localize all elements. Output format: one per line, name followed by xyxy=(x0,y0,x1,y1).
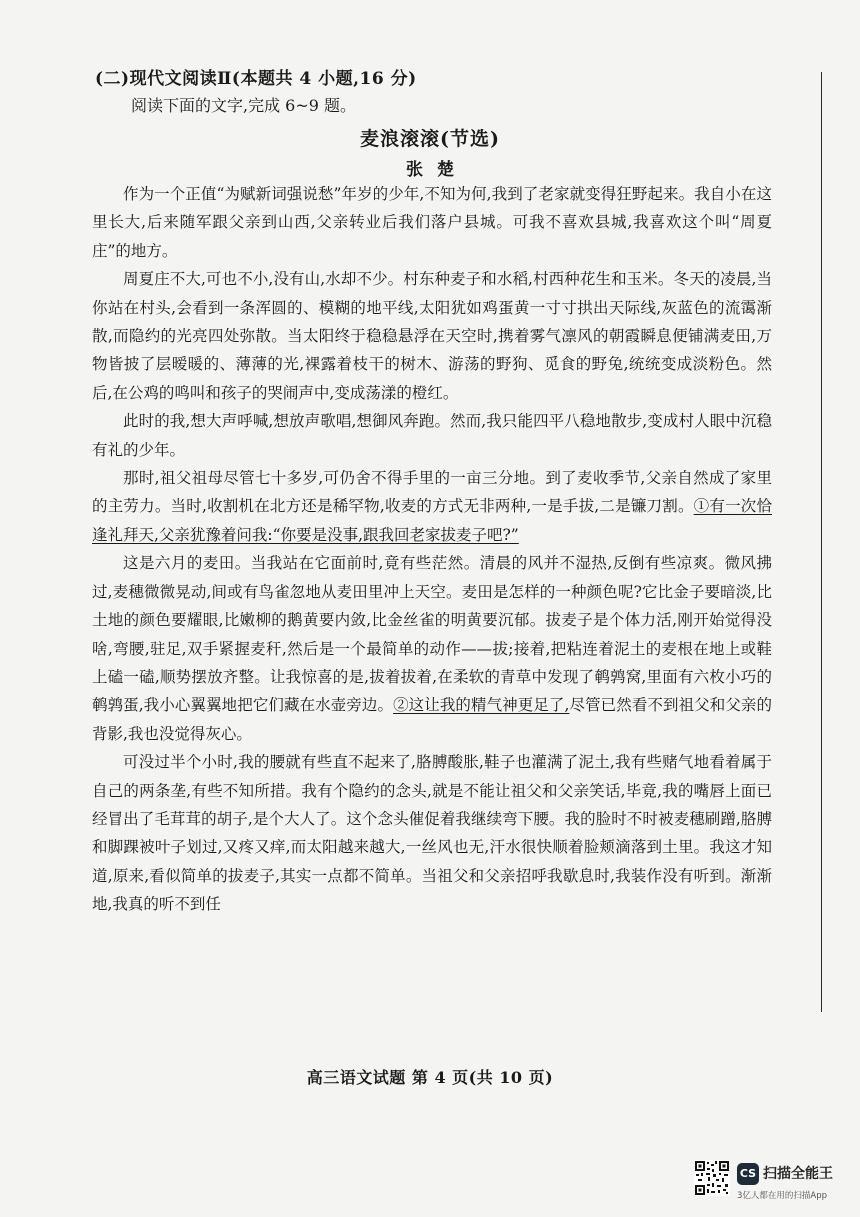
underlined-sentence-2: ②这让我的精气神更足了, xyxy=(393,696,570,715)
paragraph-4-text: 那时,祖父祖母尽管七十多岁,可仍舍不得手里的一亩三分地。到了麦收季节,父亲自然成了家里的主劳力。当时,收割机在北方还是稀罕物,收麦的方式无非两种,一是手拔,二是镰刀割。 xyxy=(92,469,772,516)
passage-body xyxy=(92,180,772,919)
paragraph-5-text: 这是六月的麦田。当我站在它面前时,竟有些茫然。清晨的风并不湿热,反倒有些凉爽。微风拂过,麦穗微微晃动,间或有鸟雀忽地从麦田里冲上天空。麦田是怎样的一种颜色呢?它比金子要暗淡,比土地的颜色要耀眼,比嫩柳的鹅黄要内敛,比金丝雀的明黄要沉郁。拔麦子是个体力活,刚开始觉得没啥,弯腰,驻足,双手紧握麦秆,然后是一个最简单的动作——拔;接着,把粘连着泥土的麦根在地上或鞋上磕一磕,顺势摆放齐整。让我惊喜的是,拔着拔着,在柔软的青草中发现了鹌鹑窝,里面有六枚小巧的鹌鹑蛋,我小心翼翼地把它们藏在水壶旁边。 xyxy=(92,554,772,715)
reading-instruction: 阅读下面的文字,完成 6~9 题。 xyxy=(131,96,357,115)
passage-title: 麦浪滚滚(节选) xyxy=(360,128,500,150)
paragraph-2: 周夏庄不大,可也不小,没有山,水却不少。村东种麦子和水稻,村西种花生和玉米。冬天的凌晨,当你站在村头,会看到一条浑圆的、模糊的地平线,太阳犹如鸡蛋黄一寸寸拱出天际线,灰蓝色的流霭渐散,而隐约的光亮四处弥散。当太阳终于稳稳悬浮在天空时,携着雾气凛风的朝霞瞬息便铺满麦田,万物皆披了层暧暖的、薄薄的光,裸露着枝干的树木、游荡的野狗、觅食的野兔,统统变成淡粉色。然后,在公鸡的鸣叫和孩子的哭闹声中,变成荡漾的橙红。 xyxy=(92,270,772,402)
margin-rule xyxy=(821,72,822,1012)
paragraph-6: 可没过半个小时,我的腰就有些直不起来了,胳膊酸胀,鞋子也灌满了泥土,我有些赌气地看着属于自己的两条垄,有些不知所措。我有个隐约的念头,就是不能让祖父和父亲笑话,毕竟,我的嘴唇上面已经冒出了毛茸茸的胡子,是个大人了。这个念头催促着我继续弯下腰。我的脸时不时被麦穗刷蹭,胳膊和脚踝被叶子划过,又疼又痒,而太阳越来越大,一丝风也无,汗水很快顺着脸颊滴落到土里。我这才知道,原来,看似简单的拔麦子,其实一点都不简单。当祖父和父亲招呼我歇息时,我装作没有听到。渐渐地,我真的听不到任 xyxy=(92,753,772,914)
paragraph-5-tail: 尽管已然看不到祖父和父亲的背影,我也没觉得灰心。 xyxy=(92,696,772,743)
section-header: (二)现代文阅读Ⅱ(本题共 4 小题,16 分) xyxy=(95,69,417,89)
page-footer: 高三语文试题 第 4 页(共 10 页) xyxy=(306,1068,554,1087)
scanner-tagline: 3亿人都在用的扫描App xyxy=(737,1191,828,1201)
paragraph-4 xyxy=(92,464,772,549)
passage-author: 张楚 xyxy=(406,160,468,180)
paragraph-5 xyxy=(92,549,772,748)
scanner-app-name: 扫描全能王 xyxy=(763,1166,833,1182)
underlined-sentence-1: ①有一次恰逢礼拜天,父亲犹豫着问我:“你要是没事,跟我回老家拔麦子吧?” xyxy=(92,497,772,544)
paragraph-1: 作为一个正值“为赋新词强说愁”年岁的少年,不知为何,我到了老家就变得狂野起来。我自小在这里长大,后来随军跟父亲到山西,父亲转业后我们落户县城。可我不喜欢县城,我喜欢这个叫“周夏庄”的地方。 xyxy=(92,185,772,260)
qr-code-icon xyxy=(694,1160,730,1196)
scanner-logo: CS xyxy=(737,1163,759,1185)
paragraph-3: 此时的我,想大声呼喊,想放声歌唱,想御风奔跑。然而,我只能四平八稳地散步,变成村人眼中沉稳有礼的少年。 xyxy=(92,412,772,459)
